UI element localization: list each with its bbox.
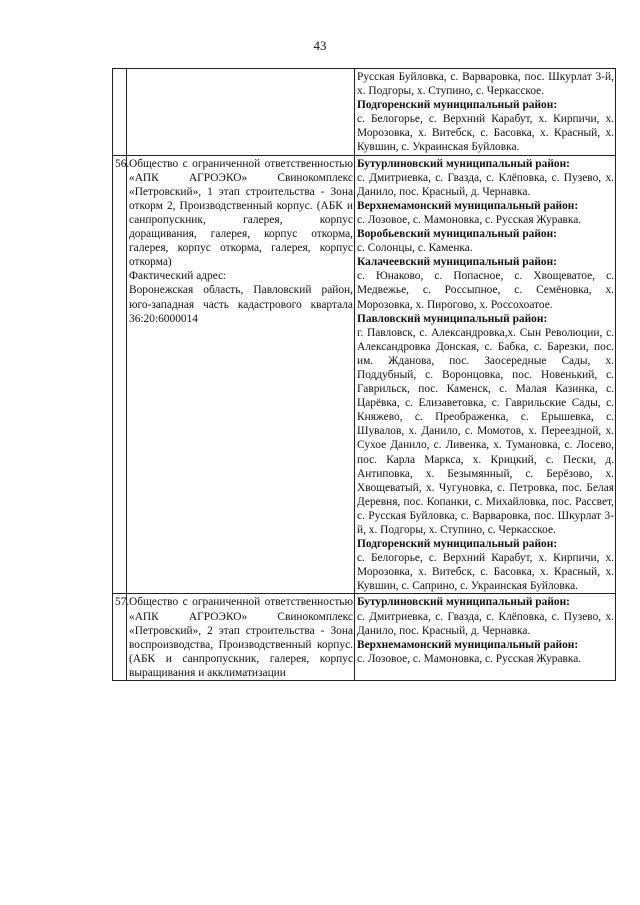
district-block xyxy=(357,537,614,593)
object-paragraph: Общество с ограниченной ответственностью «АПК АГРОЭКО» Свинокомплекс «Петровский», 1 этап строительства - Зона откорм 2, Производственный корпус. (АБК и санпропускник, галерея, корпус доращивания, галерея, корпус откорма, галерея, корпус откорма, галерея, корпус откорма) xyxy=(129,157,353,269)
object-cell xyxy=(127,155,355,594)
row-number: 56. xyxy=(113,155,127,594)
districts-cell xyxy=(355,155,616,594)
district-title: Подгоренский муниципальный район: xyxy=(357,538,558,551)
district-block xyxy=(357,595,614,637)
object-cell xyxy=(127,594,355,681)
districts-cell xyxy=(355,69,616,156)
district-title: Калачеевский муниципальный район: xyxy=(357,256,557,269)
district-title: Бутурлиновский муниципальный район: xyxy=(357,157,570,170)
district-block xyxy=(357,638,614,666)
table-row xyxy=(113,69,616,156)
district-block xyxy=(357,227,614,255)
district-title: Верхнемамонский муниципальный район: xyxy=(357,199,579,212)
table-row xyxy=(113,155,616,594)
object-paragraph: Воронежская область, Павловский район, юго-западная часть кадастрового квартала 36:20:6000014 xyxy=(129,284,353,325)
settlement-list: с. Лозовое, с. Мамоновка, с. Русская Журавка. xyxy=(357,652,582,665)
row-number xyxy=(113,69,127,156)
district-title: Павловский муниципальный район: xyxy=(357,312,548,325)
row-number: 57. xyxy=(113,594,127,681)
district-block xyxy=(357,70,614,98)
page-number: 43 xyxy=(313,38,327,53)
document-table xyxy=(112,68,616,681)
district-title: Подгоренский муниципальный район: xyxy=(357,99,558,112)
settlement-list: с. Дмитриевка, с. Гвазда, с. Клёповка, с. Пузево, х. Данило, пос. Красный, д. Чернавка. xyxy=(357,171,614,198)
district-title: Бутурлиновский муниципальный район: xyxy=(357,596,570,609)
district-block xyxy=(357,255,614,311)
settlement-list: Русская Буйловка, с. Варваровка, пос. Шкурлат 3-й, х. Подгоры, х. Ступино, с. Черкасское. xyxy=(357,71,614,98)
settlement-list: с. Дмитриевка, с. Гвазда, с. Клёповка, с. Пузево, х. Данило, пос. Красный, д. Чернавка. xyxy=(357,610,614,637)
object-paragraph: Фактический адрес: xyxy=(129,270,227,283)
object-paragraph: Общество с ограниченной ответственностью «АПК АГРОЭКО» Свинокомплекс «Петровский», 2 этап строительства - Зона воспроизводства, Производственный корпус. (АБК и санпропускник, галерея, корпус выращивания и акклиматизации xyxy=(129,596,353,679)
table-row xyxy=(113,594,616,681)
district-title: Верхнемамонский муниципальный район: xyxy=(357,638,579,651)
district-title: Воробьевский муниципальный район: xyxy=(357,228,557,241)
settlement-list: с. Солонцы, с. Каменка. xyxy=(357,242,473,255)
district-block xyxy=(357,199,614,227)
settlement-list: с. Лозовое, с. Мамоновка, с. Русская Журавка. xyxy=(357,213,582,226)
settlement-list: с. Белогорье, с. Верхний Карабут, х. Кирпичи, х. Морозовка, х. Витебск, с. Басовка, х. Красный, х. Кувшин, с. Украинская Буйловка. xyxy=(357,113,614,154)
settlement-list: г. Павловск, с. Александровка,х. Сын Революции, с. Александровка Донская, с. Бабка, с. Барезки, пос. им. Жданова, пос. Заосередные Сады, х. Поддубный, с. Воронцовка, пос. Новенький, с. Гаврильск, пос. Каменск, с. Малая Казинка, с. Царёвка, с. Елизаветовка, с. Гаврильские Сады, с. Княжево, с. Преображенка, с. Ерышевка, с. Шувалов, х. Данило, с. Момотов, х. Переездной, х. Сухое Данило, с. Ливенка, х. Тумановка, с. Лосево, пос. Карла Маркса, х. Крицкий, с. Пески, д. Антиповка, х. Безымянный, с. Берёзово, х. Хвощеватый, х. Чугуновка, с. Петровка, пос. Белая Деревня, пос. Копанки, с. Михайловка, пос. Рассвет, с. Русская Буйловка, с. Варваровка, пос. Шкурлат 3-й, х. Подгоры, х. Ступино, с. Черкасское. xyxy=(357,326,614,536)
settlement-list: с. Белогорье, с. Верхний Карабут, х. Кирпичи, х. Морозовка, х. Витебск, с. Басовка, х. Красный, х. Кувшин, с. Саприно, с. Украинская Буйловка. xyxy=(357,552,614,593)
districts-cell xyxy=(355,594,616,681)
object-cell xyxy=(127,69,355,156)
district-block xyxy=(357,312,614,538)
district-block xyxy=(357,157,614,199)
district-block xyxy=(357,98,614,154)
settlement-list: с. Юнаково, с. Попасное, с. Хвощеватое, с. Медвежье, с. Россыпное, с. Семёновка, х. Морозовка, х. Пирогово, х. Россохоатое. xyxy=(357,270,614,311)
